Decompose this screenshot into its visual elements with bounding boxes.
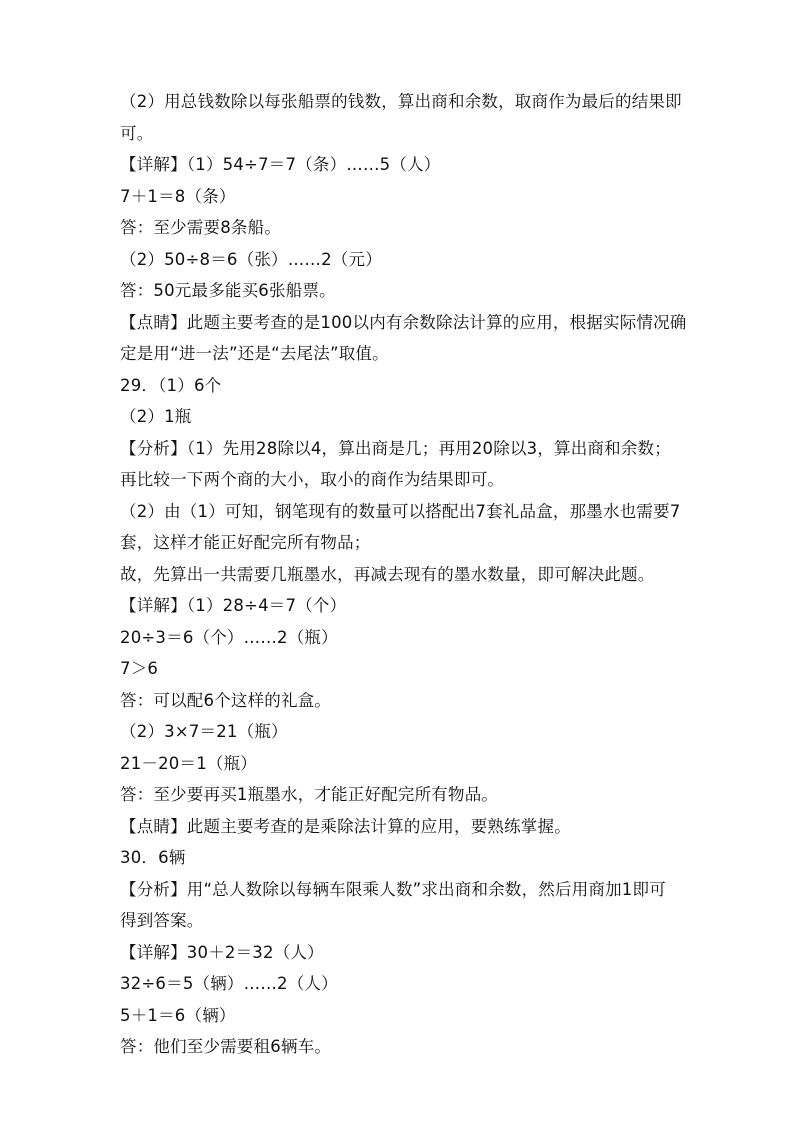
text-line: 可。	[120, 123, 154, 143]
text-line: 【点睛】此题主要考查的是乘除法计算的应用，要熟练掌握。	[120, 816, 571, 836]
text-line: 再比较一下两个商的大小，取小的商作为结果即可。	[120, 470, 505, 489]
text-line: 7＋1＝8（条）	[120, 186, 236, 206]
text-line: 【详解】30＋2＝32（人）	[120, 942, 324, 962]
text-line: （2）1瓶	[120, 407, 192, 426]
text-line: 套，这样才能正好配完所有物品；	[120, 533, 371, 552]
text-line: 32÷6＝5（辆）……2（人）	[120, 974, 338, 993]
text-line: 答：至少要再买1瓶墨水，才能正好配完所有物品。	[120, 785, 499, 804]
text-line: 故，先算出一共需要几瓶墨水，再减去现有的墨水数量，即可解决此题。	[120, 564, 655, 584]
text-line: 21－20＝1（瓶）	[120, 753, 257, 773]
text-line: 【点睛】此题主要考查的是100以内有余数除法计算的应用，根据实际情况确	[120, 312, 687, 332]
text-line: 【分析】用“总人数除以每辆车限乘人数”求出商和余数，然后用商加1即可	[120, 879, 666, 899]
text-line: 答：至少需要8条船。	[120, 218, 281, 237]
text-line: 7＞6	[120, 659, 159, 678]
text-line: 定是用“进一法”还是“去尾法”取值。	[120, 344, 389, 363]
text-line: 答：可以配6个这样的礼盒。	[120, 690, 332, 710]
text-line: （2）用总钱数除以每张船票的钱数，算出商和余数，取商作为最后的结果即	[120, 92, 682, 111]
text-line: 答：他们至少需要租6辆车。	[120, 1037, 332, 1056]
text-line: 得到答案。	[120, 911, 204, 930]
text-line: 【详解】（1）54÷7＝7（条）……5（人）	[120, 155, 441, 174]
text-line: 答：50元最多能买6张船票。	[120, 281, 336, 300]
text-line: 【分析】（1）先用28除以4，算出商是几；再用20除以3，算出商和余数；	[120, 438, 671, 458]
text-line: 【详解】（1）28÷4＝7（个）	[120, 596, 347, 615]
text-line: 30．6辆	[120, 848, 186, 867]
text-line: 20÷3＝6（个）……2（瓶）	[120, 627, 338, 647]
text-line: 5＋1＝6（辆）	[120, 1005, 236, 1025]
text-line: （2）50÷8＝6（张）……2（元）	[120, 249, 382, 269]
text-line: 29．（1）6个	[120, 375, 222, 395]
text-line: （2）3×7＝21（瓶）	[120, 722, 288, 741]
solution-text-block	[120, 86, 687, 1063]
text-line: （2）由（1）可知，钢笔现有的数量可以搭配出7套礼品盒，那墨水也需要7	[120, 501, 681, 521]
